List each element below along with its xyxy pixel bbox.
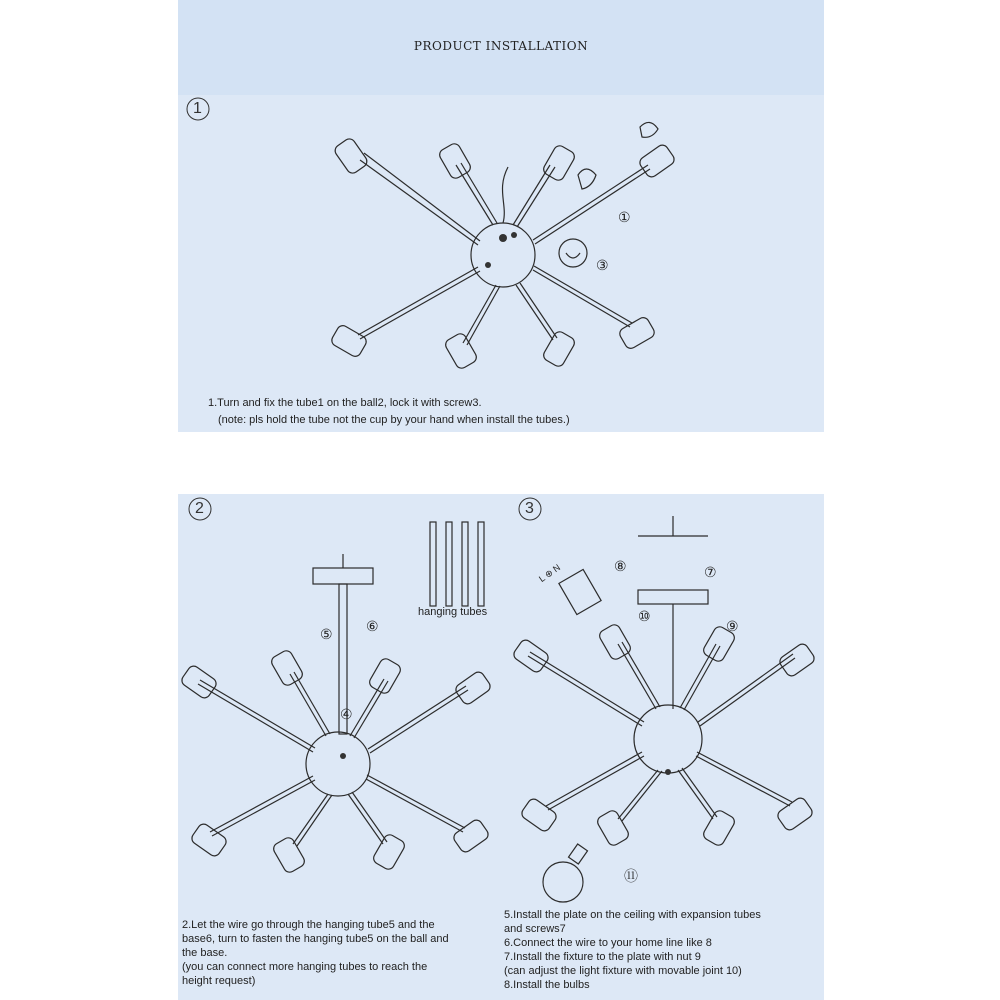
callout-4: ④ bbox=[340, 706, 353, 722]
hanging-tubes-label: hanging tubes bbox=[418, 606, 488, 618]
chandelier-diagram-1 bbox=[178, 95, 824, 432]
steps-2-3-panel: 2 3 hanging tubes ⑤ ⑥ ④ ⑧ ⑦ ⑩ ⑨ ⑪ L ⊕ N 2.Let the wire go through the hanging tube5 and the base6, turn to fasten the hanging tube5 on the ball and the base. (you can connect more hanging tubes to reach the height request) 5.Install the plate on the ceiling with expansion tubes and screws7 6.Connect the wire to your home line like 8 7.Install the fixture to the plate with nut 9 (can adjust the light fixture with movable joint 10) 8.Install the bulbs bbox=[178, 494, 824, 1000]
header-band bbox=[178, 0, 824, 95]
page-title: PRODUCT INSTALLATION bbox=[413, 39, 589, 53]
connector-letters: L ⊕ N bbox=[536, 562, 563, 584]
callout-6: ⑥ bbox=[366, 618, 379, 634]
callout-3: ③ bbox=[596, 257, 609, 273]
callout-1: ① bbox=[618, 209, 631, 225]
step-1-caption-line-2: (note: pls hold the tube not the cup by your hand when install the tubes.) bbox=[218, 414, 570, 426]
callout-9: ⑨ bbox=[726, 618, 739, 634]
callout-7: ⑦ bbox=[704, 564, 717, 580]
step-1-caption-line-1: 1.Turn and fix the tube1 on the ball2, lock it with screw3. bbox=[208, 397, 482, 409]
step-3-caption: 5.Install the plate on the ceiling with expansion tubes and screws7 6.Connect the wire to your home line like 8 7.Install the fixture to the plate with nut 9 (can adjust the light fixture with movable joint 10) 8.Install the bulbs bbox=[504, 909, 761, 991]
callout-10: ⑩ bbox=[638, 608, 651, 624]
callout-11: ⑪ bbox=[624, 868, 638, 884]
step-2-caption: 2.Let the wire go through the hanging tube5 and the base6, turn to fasten the hanging tube5 on the ball and the base. (you can connect more hanging tubes to reach the height request) bbox=[182, 919, 449, 987]
step-1-panel: 1 ① ③ 1.Turn and fix the tube1 on the ball2, lock it with screw3. (note: pls hold the tube not the cup by your hand when install the tubes.) bbox=[178, 95, 824, 432]
ball-2 bbox=[471, 223, 535, 287]
callout-5: ⑤ bbox=[320, 626, 333, 642]
callout-8: ⑧ bbox=[614, 558, 627, 574]
